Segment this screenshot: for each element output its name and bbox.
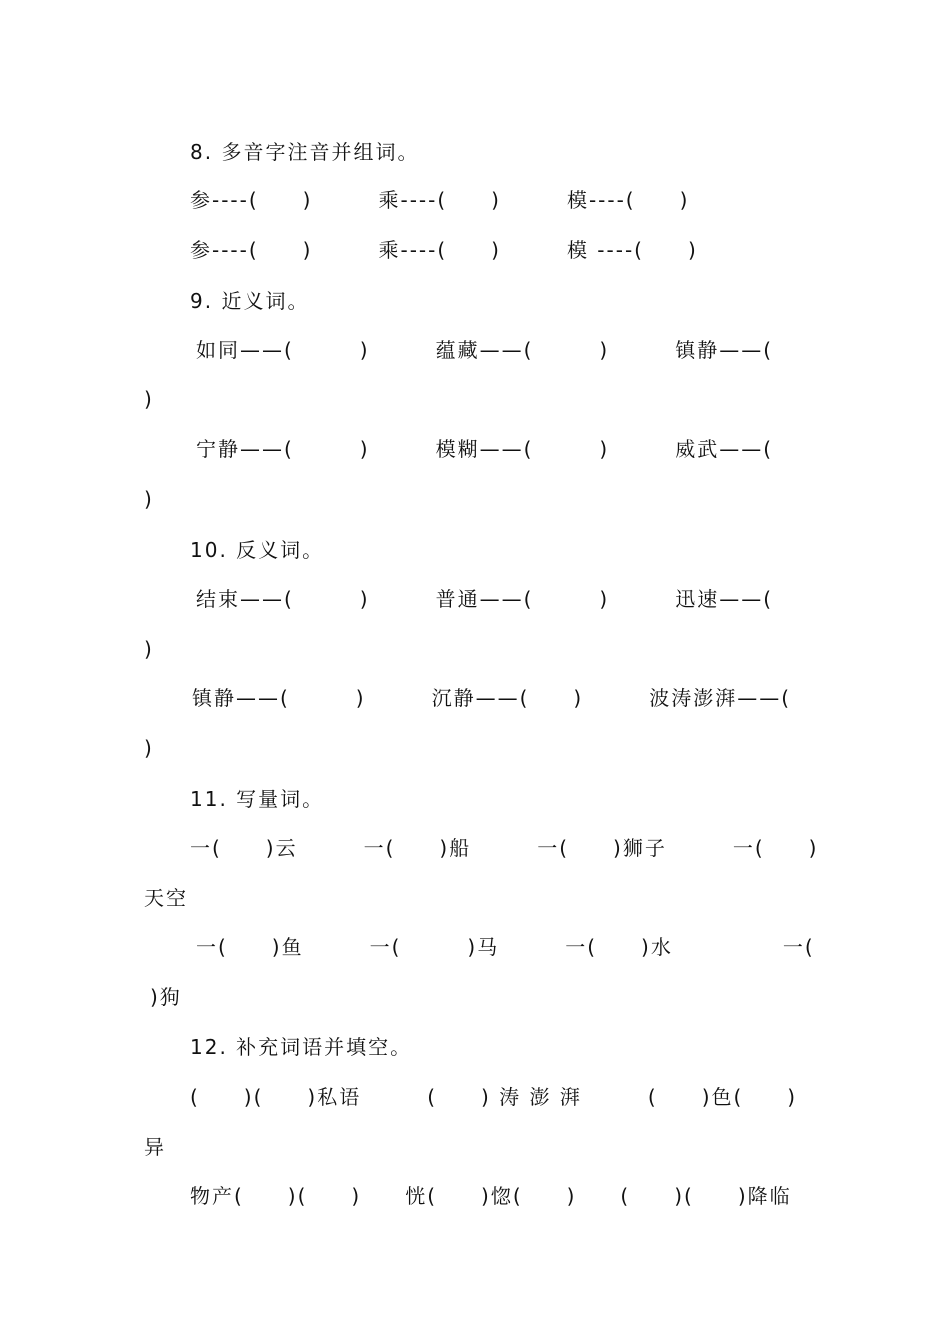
line-q11-title: 11. 写量词。 (190, 787, 325, 811)
line-q12-row2: 物产( )( ) 恍( )惚( ) ( )( )降临 (190, 1184, 792, 1208)
line-q9-row2-wrap: ) (144, 487, 154, 511)
line-q8-row2: 参----( ) 乘----( ) 模 ----( ) (190, 238, 698, 262)
line-q9-row1-wrap: ) (144, 387, 154, 411)
line-q11-row2: 一( )鱼 一( )马 一( )水 一( (196, 935, 815, 959)
line-q10-title: 10. 反义词。 (190, 538, 325, 562)
line-q11-row2-wrap: )狗 (150, 985, 182, 1009)
line-q9-row1: 如同——( ) 蕴藏——( ) 镇静——( (196, 338, 774, 362)
line-q12-title: 12. 补充词语并填空。 (190, 1035, 413, 1059)
line-q11-row1-wrap: 天空 (144, 886, 188, 910)
line-q10-row1: 结束——( ) 普通——( ) 迅速——( (196, 587, 774, 611)
line-q10-row2-wrap: ) (144, 736, 154, 760)
line-q12-row1-wrap: 异 (144, 1135, 166, 1159)
line-q11-row1: 一( )云 一( )船 一( )狮子 一( ) (190, 836, 819, 860)
line-q9-row2: 宁静——( ) 模糊——( ) 威武——( (196, 437, 774, 461)
line-q8-row1: 参----( ) 乘----( ) 模----( ) (190, 188, 690, 212)
line-q10-row1-wrap: ) (144, 637, 154, 661)
line-q9-title: 9. 近义词。 (190, 289, 310, 313)
line-q8-title: 8. 多音字注音并组词。 (190, 140, 420, 164)
line-q10-row2: 镇静——( ) 沉静——( ) 波涛澎湃——( (192, 686, 792, 710)
line-q12-row1: ( )( )私语 ( ) 涛 澎 湃 ( )色( ) (190, 1085, 798, 1109)
